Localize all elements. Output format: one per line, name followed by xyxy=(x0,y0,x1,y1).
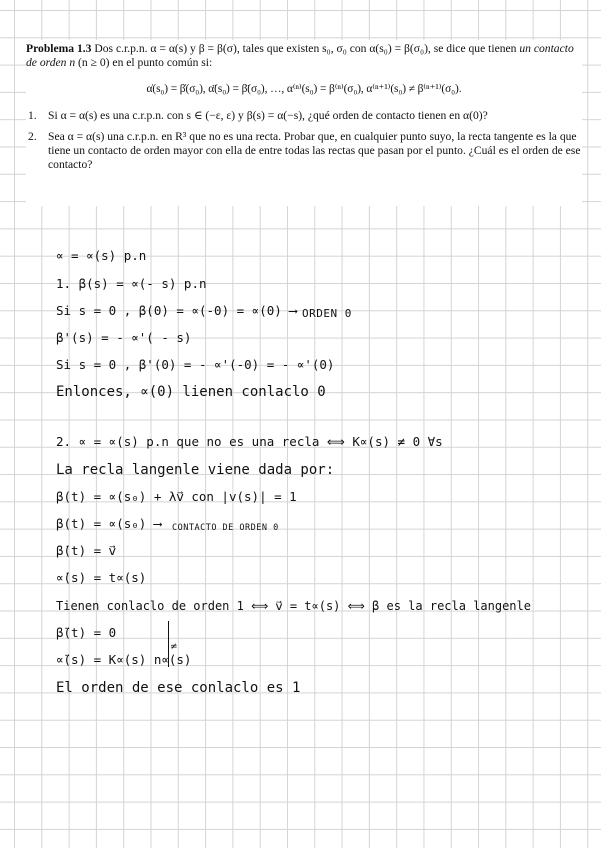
question-2-number: 2. xyxy=(28,129,37,143)
handwritten-bracket xyxy=(164,621,169,667)
question-1-number: 1. xyxy=(28,108,37,122)
question-2 xyxy=(26,130,582,173)
handwritten-not-equal-mark: ≠ xyxy=(170,642,178,652)
handwritten-line-12: ∝̇(s) = t∝(s) xyxy=(56,570,147,585)
handwritten-line-2: 1. β(s) = ∝(- s) p.n xyxy=(56,276,207,291)
handwritten-line-9: β(t) = ∝(s₀) + λv⃗ con |v(s)| = 1 xyxy=(56,489,297,504)
problem-text-part-2: (n ≥ 0) en el punto común si: xyxy=(75,56,213,70)
handwritten-line-15: ∝̈(s) = K∝(s) n∝(s) xyxy=(56,652,192,667)
problem-statement xyxy=(26,42,582,70)
handwritten-line-10-result: CONTACTO DE ORDEN 0 xyxy=(172,523,279,533)
handwritten-line-7: 2. ∝ = ∝(s) p.n que no es una recla ⟺ K∝(s) ≠ 0 ∀s xyxy=(56,434,443,449)
problem-emphasis: un contacto de orden n xyxy=(26,42,574,70)
handwritten-line-14: β̈(t) = 0 xyxy=(56,625,117,640)
handwritten-line-4: β'(s) = - ∝'( - s) xyxy=(56,330,192,345)
handwritten-line-13: Tienen conlaclo de orden 1 ⟺ v⃗ = t∝(s) ⟺ β es la recla langenle xyxy=(56,599,531,613)
question-1 xyxy=(26,109,582,123)
handwritten-line-10: β(t) = ∝(s₀) ⟶ xyxy=(56,516,162,531)
handwritten-line-3-result: ORDEN 0 xyxy=(302,307,352,320)
question-2-text: Sea α = α(s) una c.r.p.n. en R³ que no es una recta. Probar que, en cualquier punto suyo, la recta tangente es la que tiene un contacto de orden mayor con ella de entre todas las rectas que pasan por el punto. ¿Cuál es el orden de ese contacto? xyxy=(48,129,581,172)
printed-problem-box xyxy=(26,40,582,206)
question-1-text: Si α = α(s) es una c.r.p.n. con s ∈ (−ε, ε) y β(s) = α(−s), ¿qué orden de contacto tienen en α(0)? xyxy=(48,108,488,122)
handwritten-line-1: ∝ = ∝(s) p.n xyxy=(56,248,147,263)
handwritten-line-11: β̇(t) = v⃗ xyxy=(56,543,117,558)
handwritten-line-6: Enlonces, ∝(0) lienen conlaclo 0 xyxy=(56,384,326,400)
handwritten-line-5: Si s = 0 , β'(0) = - ∝'(-0) = - ∝'(0) xyxy=(56,357,335,372)
contact-order-formula: α̇(s₀) = β̇(σ₀), α̈(s₀) = β̈(σ₀), …, α⁽ⁿ⁾(s₀) = β⁽ⁿ⁾(σ₀), α⁽ⁿ⁺¹⁾(s₀) ≠ β⁽ⁿ⁺¹⁾(σ₀). xyxy=(146,83,462,96)
handwritten-line-8: La recla langenle viene dada por: xyxy=(56,462,335,478)
problem-title: Problema 1.3 xyxy=(26,42,92,55)
handwritten-line-16: El orden de ese conlaclo es 1 xyxy=(56,680,301,696)
handwritten-line-3: Si s = 0 , β(0) = ∝(-0) = ∝(0) ⟶ xyxy=(56,303,297,318)
problem-text-part-1: Dos c.r.p.n. α = α(s) y β = β(σ), tales que existen s₀, σ₀ con α(s₀) = β(σ₀), se dice que tienen xyxy=(91,42,520,55)
